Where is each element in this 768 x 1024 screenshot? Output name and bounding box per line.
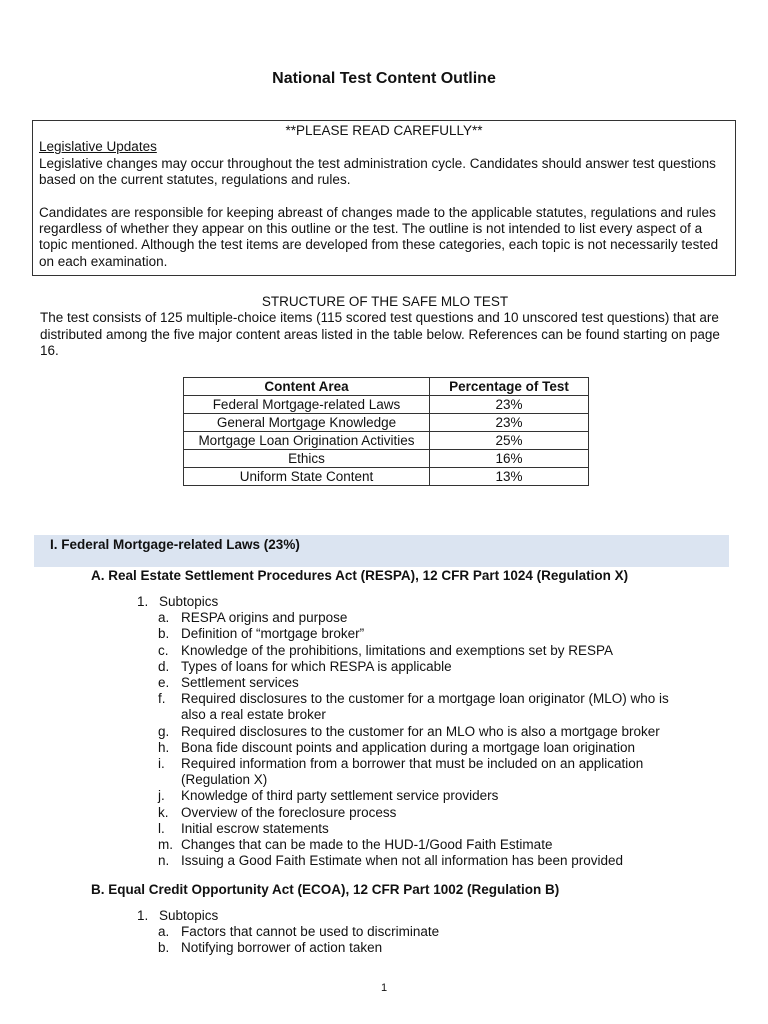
list-item: l. Initial escrow statements: [158, 820, 329, 836]
notice-subheading: Legislative Updates: [39, 139, 157, 155]
list-item: k. Overview of the foreclosure process: [158, 804, 397, 820]
list-item: b. Notifying borrower of action taken: [158, 940, 383, 956]
notice-box: [32, 120, 736, 276]
list-item: c. Knowledge of the prohibitions, limitations and exemptions set by RESPA: [158, 642, 613, 658]
table-cell: 25%: [430, 432, 589, 450]
table-row: [184, 468, 589, 486]
table-header-cell: Percentage of Test: [430, 378, 589, 396]
subtopics-label: Subtopics: [159, 908, 219, 923]
subsection-a-title: A. Real Estate Settlement Procedures Act (RESPA), 12 CFR Part 1024 (Regulation X): [91, 568, 629, 583]
list-item: g. Required disclosures to the customer for an MLO who is also a mortgage broker: [158, 723, 660, 739]
list-item: 1. Subtopics: [137, 594, 697, 610]
table-cell: Mortgage Loan Origination Activities: [184, 432, 430, 450]
list-item: d. Types of loans for which RESPA is applicable: [158, 658, 452, 674]
table-cell: 23%: [430, 414, 589, 432]
subsection-b-list: [137, 908, 697, 957]
list-item: b. Definition of “mortgage broker”: [158, 626, 365, 642]
structure-body: The test consists of 125 multiple-choice items (115 scored test questions and 10 unscored test questions) that are distributed among the five major content areas listed in the table below. References can be found starting on page 16.: [40, 310, 720, 359]
structure-section: [40, 294, 730, 360]
list-item: f. Required disclosures to the customer for a mortgage loan originator (MLO) who is also a real estate broker: [158, 691, 669, 723]
subsection-b-title: B. Equal Credit Opportunity Act (ECOA), 12 CFR Part 1002 (Regulation B): [91, 882, 560, 897]
list-item: m. Changes that can be made to the HUD-1/Good Faith Estimate: [158, 837, 553, 853]
table-row: [184, 432, 589, 450]
page-number: 1: [380, 982, 388, 994]
table-cell: General Mortgage Knowledge: [184, 414, 430, 432]
structure-heading: STRUCTURE OF THE SAFE MLO TEST: [261, 294, 509, 309]
notice-paragraph-1: Legislative changes may occur throughout the test administration cycle. Candidates should answer test questions based on the current statutes, regulations and rules.: [39, 155, 716, 188]
table-cell: Ethics: [184, 450, 430, 468]
content-area-table: [183, 377, 589, 486]
section-title: I. Federal Mortgage-related Laws (23%): [50, 537, 300, 552]
table-cell: 13%: [430, 468, 589, 486]
list-item: i. Required information from a borrower that must be included on an application (Regulation X): [158, 756, 644, 788]
table-row: [184, 396, 589, 414]
paragraph-gap: [39, 189, 729, 205]
list-item: e. Settlement services: [158, 675, 299, 691]
table-header-cell: Content Area: [184, 378, 430, 396]
table-row: [184, 450, 589, 468]
list-item: a. RESPA origins and purpose: [158, 610, 348, 626]
notice-paragraph-2: Candidates are responsible for keeping abreast of changes made to the applicable statutes, regulations and rules regardless of whether they appear on this outline or the test. The outline is not intended to list every aspect of a topic mentioned. Although the test items are developed from these categories, each topic is not necessarily tested on each examination.: [39, 204, 719, 269]
subtopics-label: Subtopics: [159, 594, 219, 609]
table-cell: Federal Mortgage-related Laws: [184, 396, 430, 414]
table-cell: 23%: [430, 396, 589, 414]
list-item: a. Factors that cannot be used to discriminate: [158, 924, 440, 940]
table-cell: Uniform State Content: [184, 468, 430, 486]
table-header-row: [184, 378, 589, 396]
list-item: 1. Subtopics: [137, 908, 697, 924]
table-cell: 16%: [430, 450, 589, 468]
table-row: [184, 414, 589, 432]
list-item: j. Knowledge of third party settlement service providers: [158, 788, 499, 804]
document-title: National Test Content Outline: [272, 70, 496, 87]
notice-heading: **PLEASE READ CAREFULLY**: [285, 123, 483, 138]
subsection-a-list: [137, 594, 697, 869]
section-heading-bar: [34, 535, 729, 567]
list-item: n. Issuing a Good Faith Estimate when not all information has been provided: [158, 853, 624, 869]
list-item: h. Bona fide discount points and application during a mortgage loan origination: [158, 739, 636, 755]
